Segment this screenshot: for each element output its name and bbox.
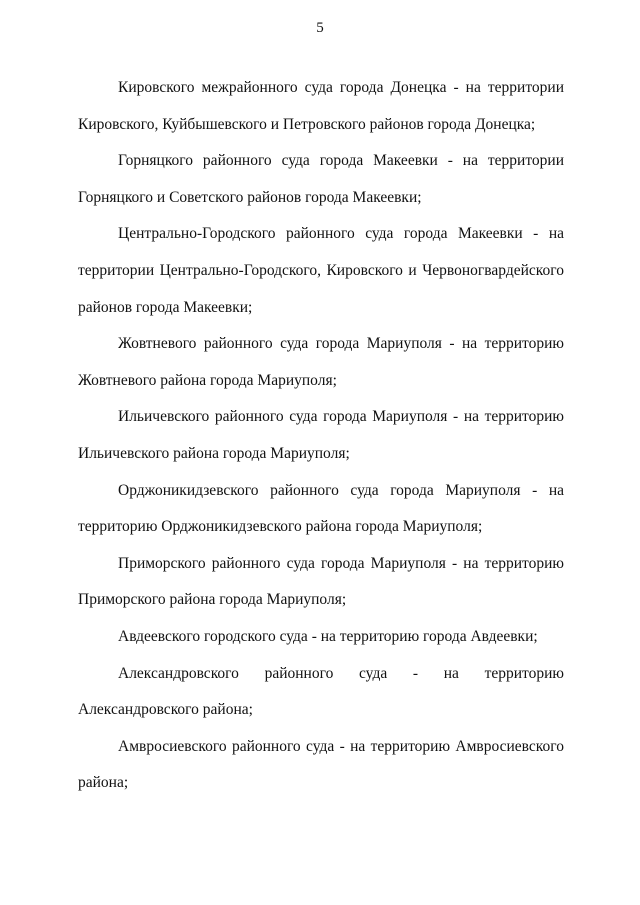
paragraph-ilyichevsky-court [78, 399, 564, 472]
paragraph-line: Кировского, Куйбышевского и Петровского районов города Донецка; [78, 115, 536, 133]
paragraph-zhovtnevy-court [78, 326, 564, 399]
paragraph-line: районов города Макеевки; [78, 298, 253, 316]
paragraph-line: Жовтневого района города Мариуполя; [78, 371, 337, 389]
paragraph-gornyatsky-court [78, 143, 564, 216]
paragraph-primorsky-court [78, 546, 564, 619]
paragraph-amvrosievsky-court [78, 729, 564, 802]
paragraph-line: Ильичевского районного суда города Мариуполя - на территорию [118, 408, 564, 426]
page-number: 5 [316, 20, 324, 36]
paragraph-line: Приморского районного суда города Мариуполя - на территорию [118, 554, 564, 572]
document-body [78, 70, 564, 802]
paragraph-line: Ильичевского района города Мариуполя; [78, 444, 350, 462]
paragraph-line: Горняцкого и Советского районов города Макеевки; [78, 188, 422, 206]
paragraph-line: Жовтневого районного суда города Мариуполя - на территорию [118, 335, 564, 353]
paragraph-line: территории Центрально-Городского, Кировского и Червоногвардейского [78, 261, 564, 279]
paragraph-line: Горняцкого районного суда города Макеевки - на территории [118, 152, 564, 170]
paragraph-line: Александровского района; [78, 701, 253, 719]
paragraph-centralno-gorodskoy-court [78, 216, 564, 326]
paragraph-line: района; [78, 774, 129, 792]
paragraph-aleksandrovsky-court [78, 656, 564, 729]
paragraph-line: территорию Орджоникидзевского района города Мариуполя; [78, 518, 483, 536]
paragraph-line: Центрально-Городского районного суда города Макеевки - на [118, 225, 564, 243]
paragraph-line: Амвросиевского районного суда - на территорию Амвросиевского [118, 737, 564, 755]
paragraph-line: Кировского межрайонного суда города Донецка - на территории [118, 79, 564, 96]
paragraph-avdeevsky-court [78, 619, 564, 656]
paragraph-line: Орджоникидзевского районного суда города Мариуполя - на [118, 481, 564, 499]
paragraph-line: Приморского района города Мариуполя; [78, 591, 347, 609]
paragraph-line: Авдеевского городского суда - на территорию города Авдеевки; [118, 627, 538, 645]
paragraph-ordzhonikidzevsky-court [78, 473, 564, 546]
paragraph-line: Александровского районного суда - на территорию [118, 664, 564, 682]
paragraph-kirovsky-court [78, 70, 564, 143]
